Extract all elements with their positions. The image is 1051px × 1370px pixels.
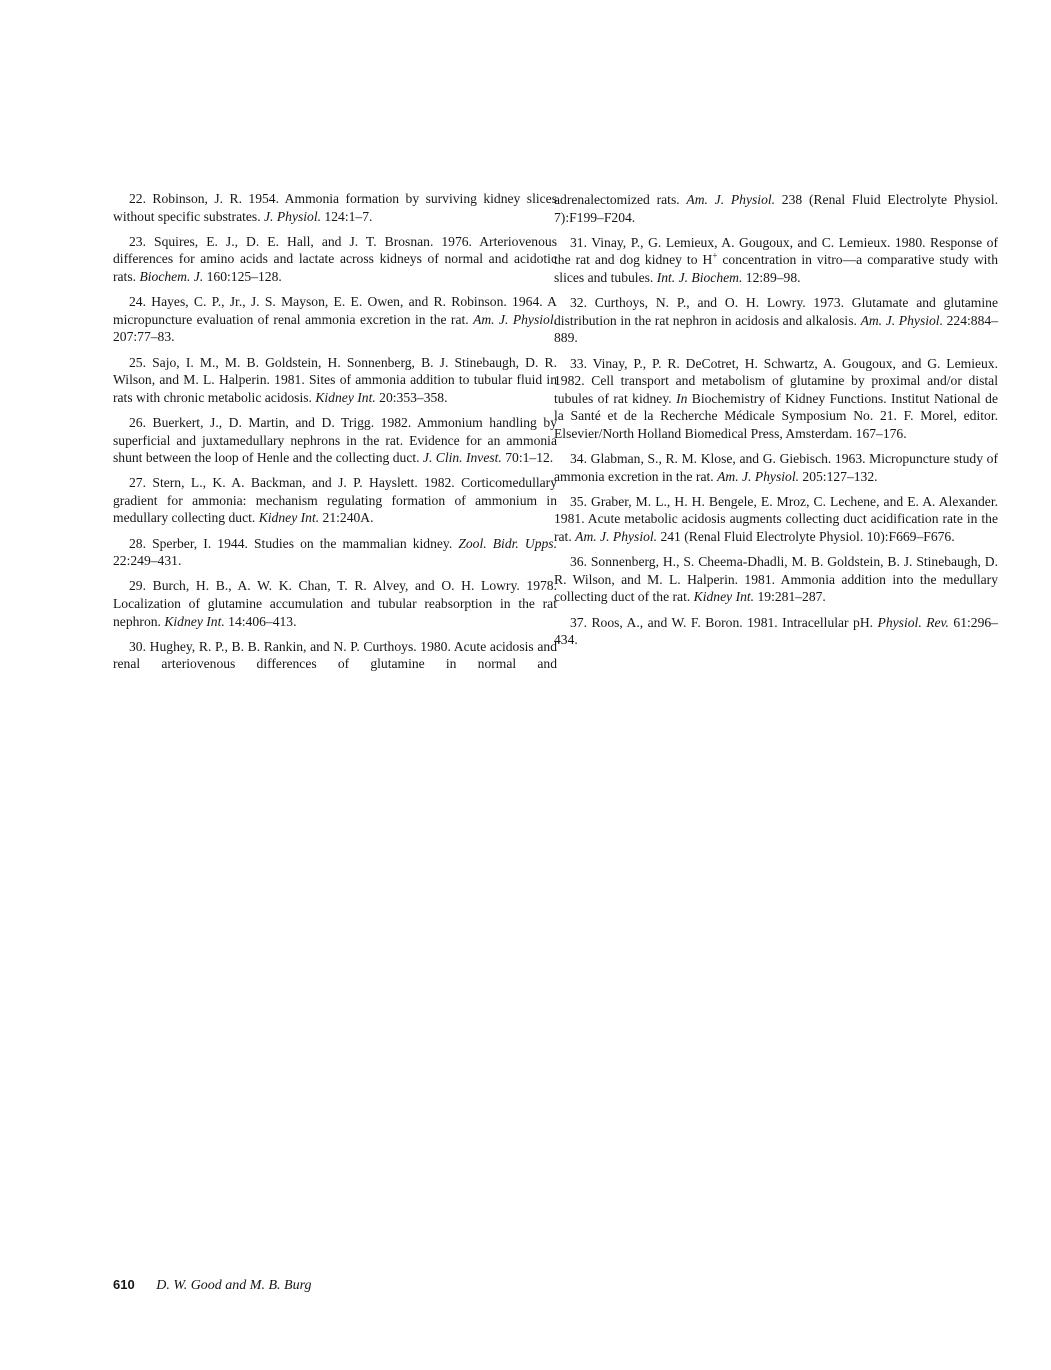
reference-27: 27. Stern, L., K. A. Backman, and J. P. Hayslett. 1982. Corticomedullary gradient for ammonia: mechanism regulating formation of ammonium in medullary collecting duct. Kidney Int. 21:240A. [113,475,557,526]
reference-28: 28. Sperber, I. 1944. Studies on the mammalian kidney. Zool. Bidr. Upps. 22:249–431. [113,535,557,569]
reference-34: 34. Glabman, S., R. M. Klose, and G. Giebisch. 1963. Micropuncture study of ammonia excretion in the rat. Am. J. Physiol. 205:127–132. [554,451,998,484]
reference-26: 26. Buerkert, J., D. Martin, and D. Trigg. 1982. Ammonium handling by superficial and juxtamedullary nephrons in the rat. Evidence for an ammonia shunt between the loop of Henle and the collecting duct. J. Clin. Invest. 70:1–12. [113,414,557,466]
right-reference-column [554,191,998,656]
reference-33: 33. Vinay, P., P. R. DeCotret, H. Schwartz, A. Gougoux, and G. Lemieux. 1982. Cell transport and metabolism of glutamine by proximal and/or distal tubules of rat kidney. In Biochemistry of Kidney Functions. Institut National de la Santé et de la Recherche Médicale Symposium No. 21. F. Morel, editor. Elsevier/North Holland Biomedical Press, Amsterdam. 167–176. [554,355,998,441]
reference-25: 25. Sajo, I. M., M. B. Goldstein, H. Sonnenberg, B. J. Stinebaugh, D. R. Wilson, and M. L. Halperin. 1981. Sites of ammonia addition to tubular fluid in rats with chronic metabolic acidosis. Kidney Int. 20:353–358. [113,354,557,405]
reference-23: 23. Squires, E. J., D. E. Hall, and J. T. Brosnan. 1976. Arteriovenous differences for amino acids and lactate across kidneys of normal and acidotic rats. Biochem. J. 160:125–128. [113,233,557,284]
page-footer [113,1276,312,1295]
reference-29: 29. Burch, H. B., A. W. K. Chan, T. R. Alvey, and O. H. Lowry. 1978. Localization of glutamine accumulation and tubular reabsorption in the rat nephron. Kidney Int. 14:406–413. [113,578,557,629]
reference-22: 22. Robinson, J. R. 1954. Ammonia formation by surviving kidney slices without specific substrates. J. Physiol. 124:1–7. [113,191,557,224]
reference-37: 37. Roos, A., and W. F. Boron. 1981. Intracellular pH. Physiol. Rev. 61:296–434. [554,614,998,648]
reference-30-continuation: adrenalectomized rats. Am. J. Physiol. 238 (Renal Fluid Electrolyte Physiol. 7):F199–F204. [554,192,998,225]
left-reference-column [113,190,557,681]
reference-32: 32. Curthoys, N. P., and O. H. Lowry. 1973. Glutamate and glutamine distribution in the rat nephron in acidosis and alkalosis. Am. J. Physiol. 224:884–889. [554,295,998,346]
reference-30: 30. Hughey, R. P., B. B. Rankin, and N. P. Curthoys. 1980. Acute acidosis and renal arteriovenous differences of glutamine in normal and [113,638,557,672]
running-authors: D. W. Good and M. B. Burg [156,1278,312,1293]
reference-24: 24. Hayes, C. P., Jr., J. S. Mayson, E. E. Owen, and R. Robinson. 1964. A micropuncture evaluation of renal ammonia excretion in the rat. Am. J. Physiol. 207:77–83. [113,294,557,345]
page-number: 610 [113,1277,135,1292]
reference-35: 35. Graber, M. L., H. H. Bengele, E. Mroz, C. Lechene, and E. A. Alexander. 1981. Acute metabolic acidosis augments collecting duct acidification rate in the rat. Am. J. Physiol. 241 (Renal Fluid Electrolyte Physiol. 10):F669–F676. [554,493,998,545]
reference-36: 36. Sonnenberg, H., S. Cheema-Dhadli, M. B. Goldstein, B. J. Stinebaugh, D. R. Wilson, and M. L. Halperin. 1981. Ammonia addition into the medullary collecting duct of the rat. Kidney Int. 19:281–287. [554,554,998,605]
reference-31: 31. Vinay, P., G. Lemieux, A. Gougoux, and C. Lemieux. 1980. Response of the rat and dog kidney to H+ concentration in vitro—a comparative study with slices and tubules. Int. J. Biochem. 12:89–98. [554,234,998,285]
